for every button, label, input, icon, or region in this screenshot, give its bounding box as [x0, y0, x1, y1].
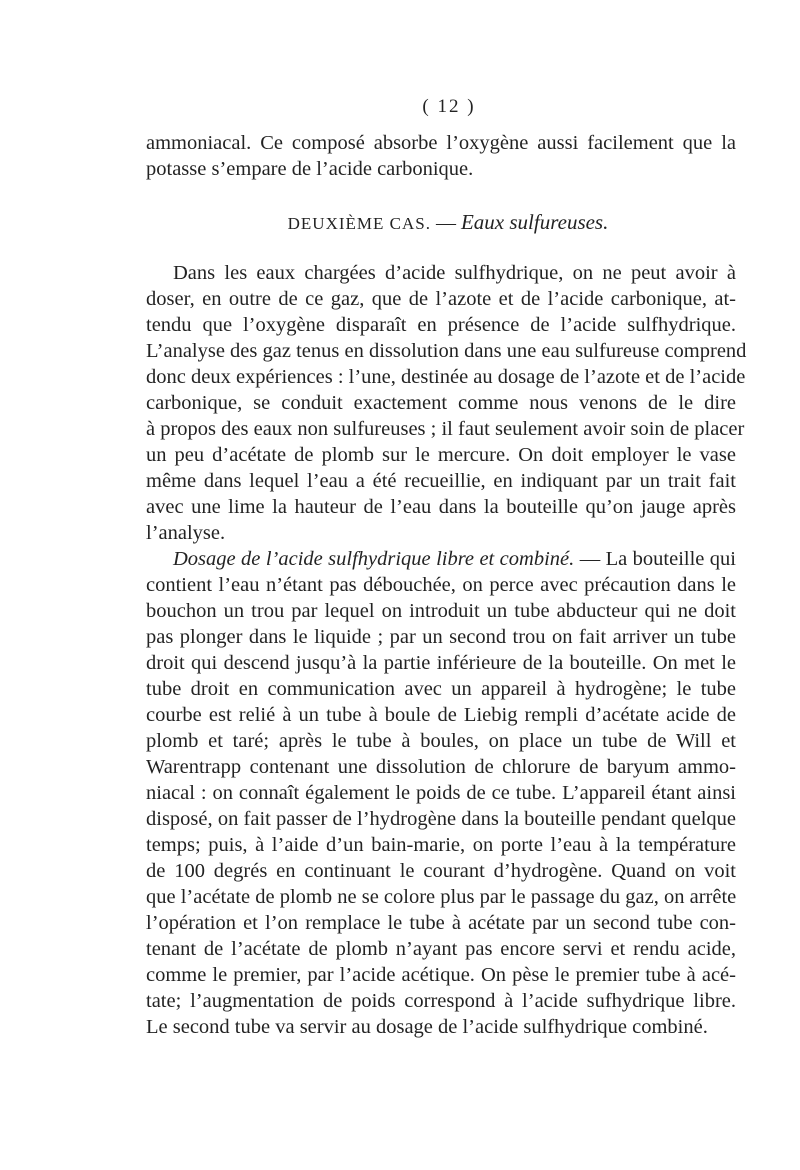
text-line: tube droit en communication avec un appareil à hydrogène; le tube: [146, 678, 736, 700]
text-line: à propos des eaux non sulfureuses ; il faut seulement avoir soin de placer: [146, 418, 745, 440]
text-line: niacal : on connaît également le poids de ce tube. L’appareil étant ainsi: [146, 782, 736, 804]
text-line: que l’acétate de plomb ne se colore plus par le passage du gaz, on arrête: [146, 886, 737, 908]
text-line: carbonique, se conduit exactement comme nous venons de le dire: [146, 392, 736, 414]
text-line: Warentrapp contenant une dissolution de chlorure de baryum ammo-: [146, 756, 736, 778]
text-line: tendu que l’oxygène disparaît en présence de l’acide sulfhydrique.: [146, 314, 736, 336]
text-line: potasse s’empare de l’acide carbonique.: [146, 158, 474, 180]
text-line: ammoniacal. Ce composé absorbe l’oxygène aussi facilement que la: [146, 132, 736, 154]
text-line: doser, en outre de ce gaz, que de l’azote et de l’acide carbonique, at-: [146, 288, 736, 310]
page-number: ( 12 ): [422, 96, 476, 117]
text-line: tenant de l’acétate de plomb n’ayant pas encore servi et rendu acide,: [146, 938, 736, 960]
text-line: de 100 degrés en continuant le courant d’hydrogène. Quand on voit: [146, 860, 736, 882]
paragraph-2-lead-title: Dosage de l’acide sulfhydrique libre et combiné.: [173, 548, 575, 570]
text-line: plomb et taré; après le tube à boules, on place un tube de Will et: [146, 730, 736, 752]
section-heading: [0, 210, 800, 235]
text-line: temps; puis, à l’aide d’un bain-marie, on porte l’eau à la température: [146, 834, 736, 856]
text-line: donc deux expériences : l’une, destinée au dosage de l’azote et de l’acide: [146, 366, 746, 388]
text-line: comme le premier, par l’acide acétique. On pèse le premier tube à acé-: [146, 964, 736, 986]
text-line: L’analyse des gaz tenus en dissolution dans une eau sulfureuse comprend: [146, 340, 747, 362]
text-line: avec une lime la hauteur de l’eau dans la bouteille qu’on jauge après: [146, 496, 736, 518]
text-line: Le second tube va servir au dosage de l’acide sulfhydrique combiné.: [146, 1016, 708, 1038]
text-line: [173, 546, 736, 572]
section-heading-title: Eaux sulfureuses.: [460, 210, 609, 234]
text-line: l’opération et l’on remplace le tube à acétate par un second tube con-: [146, 912, 736, 934]
text-line: l’analyse.: [146, 522, 226, 544]
text-line: tate; l’augmentation de poids correspond à l’acide sufhydrique libre.: [146, 990, 736, 1012]
section-heading-dash: —: [435, 212, 456, 234]
text-line: pas plonger dans le liquide ; par un second trou on fait arriver un tube: [146, 626, 736, 648]
text-line: Dans les eaux chargées d’acide sulfhydrique, on ne peut avoir à: [173, 262, 736, 284]
text-line: un peu d’acétate de plomb sur le mercure. On doit employer le vase: [146, 444, 736, 466]
text-line: contient l’eau n’étant pas débouchée, on perce avec précaution dans le: [146, 574, 736, 596]
text-line: bouchon un trou par lequel on introduit un tube abducteur qui ne doit: [146, 600, 736, 622]
section-heading-label: DEUXIÈME CAS.: [287, 214, 431, 233]
paragraph-2-lead-text: — La bouteille qui: [574, 548, 737, 570]
text-line: droit qui descend jusqu’à la partie inférieure de la bouteille. On met le: [146, 652, 736, 674]
text-line: même dans lequel l’eau a été recueillie, en indiquant par un trait fait: [146, 470, 736, 492]
text-line: disposé, on fait passer de l’hydrogène dans la bouteille pendant quelque: [146, 808, 736, 830]
text-line: courbe est relié à un tube à boule de Liebig rempli d’acétate acide de: [146, 704, 736, 726]
